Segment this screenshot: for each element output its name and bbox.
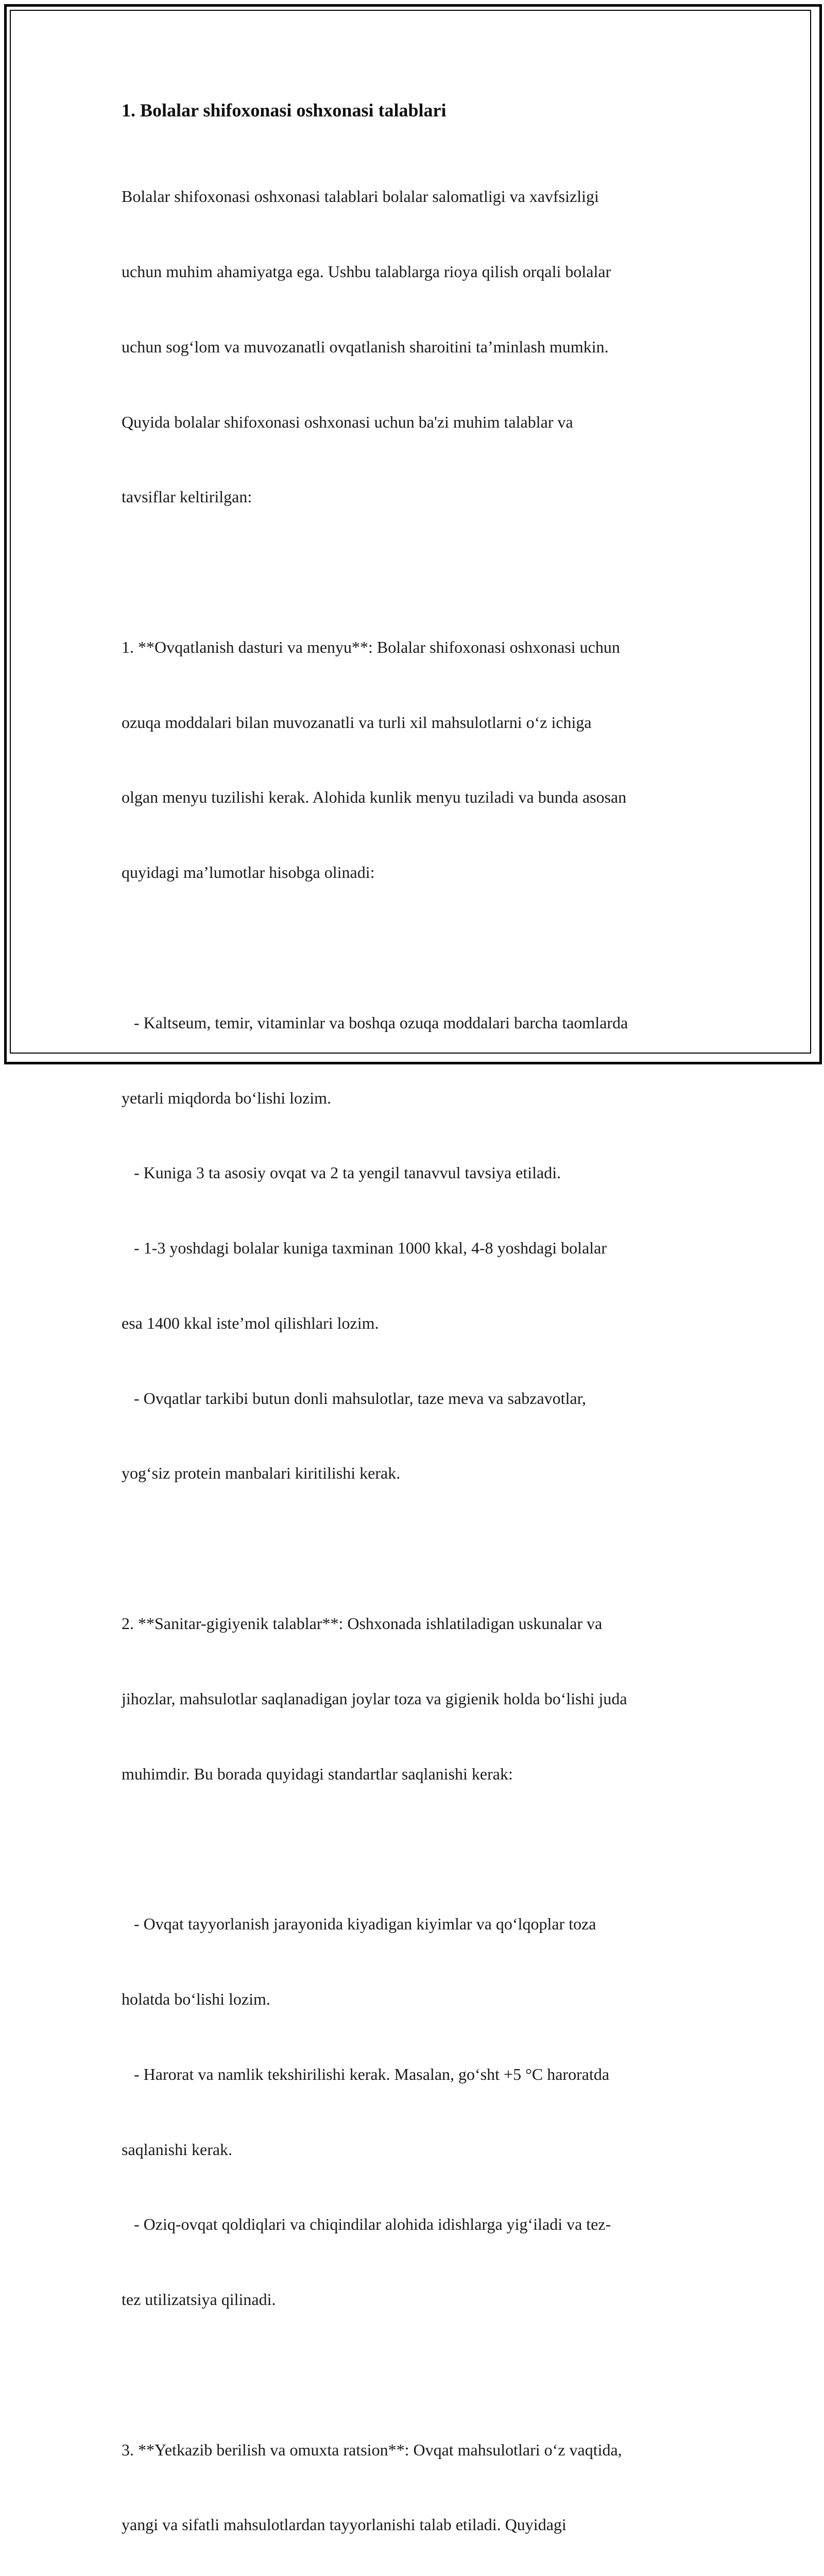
text-line: yangi va sifatli mahsulotlardan tayyorlanishi talab etiladi. Quyidagi	[122, 2515, 566, 2534]
text-line: ozuqa moddalari bilan muvozanatli va turli xil mahsulotlarni o‘z ichiga	[122, 713, 592, 732]
text-line: tez utilizatsiya qilinadi.	[122, 2290, 276, 2309]
blank-line	[122, 1836, 703, 1861]
text-line: saqlanishi kerak.	[122, 2140, 233, 2159]
text-line: Quyida bolalar shifoxonasi oshxonasi uchun ba'zi muhim talablar va	[122, 412, 573, 431]
document-title: 1. Bolalar shifoxonasi oshxonasi talablari	[122, 100, 447, 121]
text-line: - Oziq-ovqat qoldiqlari va chiqindilar alohida idishlarga yig‘iladi va tez-	[122, 2215, 611, 2234]
text-line: 1. **Ovqatlanish dasturi va menyu**: Bolalar shifoxonasi oshxonasi uchun	[122, 637, 620, 656]
text-line: - 1-3 yoshdagi bolalar kuniga taxminan 1000 kkal, 4-8 yoshdagi bolalar	[122, 1239, 607, 1258]
text-line: - Kaltseum, temir, vitaminlar va boshqa ozuqa moddalari barcha taomlarda	[122, 1013, 628, 1032]
text-line: quyidagi ma’lumotlar hisobga olinadi:	[122, 863, 375, 882]
text-line: esa 1400 kkal iste’mol qilishlari lozim.	[122, 1313, 379, 1332]
text-line: tavsiflar keltirilgan:	[122, 487, 252, 506]
text-line: Bolalar shifoxonasi oshxonasi talablari bolalar salomatligi va xavfsizligi	[122, 187, 599, 206]
document-content	[122, 96, 703, 2576]
text-line: muhimdir. Bu borada quyidagi standartlar saqlanishi kerak:	[122, 1764, 513, 1783]
text-line: olgan menyu tuzilishi kerak. Alohida kunlik menyu tuziladi va bunda asosan	[122, 788, 627, 807]
text-line: yetarli miqdorda bo‘lishi lozim.	[122, 1088, 332, 1107]
document-body	[122, 134, 703, 2576]
text-line: - Kuniga 3 ta asosiy ovqat va 2 ta yengil tanavvul tavsiya etiladi.	[122, 1163, 561, 1182]
text-line: 3. **Yetkazib berilish va omuxta ratsion**: Ovqat mahsulotlari o‘z vaqtida,	[122, 2440, 622, 2459]
blank-line	[122, 935, 703, 960]
text-line: uchun sog‘lom va muvozanatli ovqatlanish sharoitini ta’minlash mumkin.	[122, 337, 609, 356]
blank-line	[122, 560, 703, 585]
text-line: - Ovqat tayyorlanish jarayonida kiyadigan kiyimlar va qo‘lqoplar toza	[122, 1914, 596, 1934]
text-line: uchun muhim ahamiyatga ega. Ushbu talablarga rioya qilish orqali bolalar	[122, 262, 611, 281]
text-line: - Harorat va namlik tekshirilishi kerak. Masalan, go‘sht +5 °C haroratda	[122, 2064, 610, 2083]
blank-line	[122, 2362, 703, 2387]
blank-line	[122, 1536, 703, 1561]
text-line: yog‘siz protein manbalari kiritilishi kerak.	[122, 1464, 401, 1483]
text-line: holatda bo‘lishi lozim.	[122, 1989, 270, 2008]
text-line: jihozlar, mahsulotlar saqlanadigan joylar toza va gigienik holda bo‘lishi juda	[122, 1689, 627, 1708]
text-line: 2. **Sanitar-gigiyenik talablar**: Oshxonada ishlatiladigan uskunalar va	[122, 1614, 603, 1633]
text-line: - Ovqatlar tarkibi butun donli mahsulotlar, taze meva va sabzavotlar,	[122, 1388, 587, 1408]
